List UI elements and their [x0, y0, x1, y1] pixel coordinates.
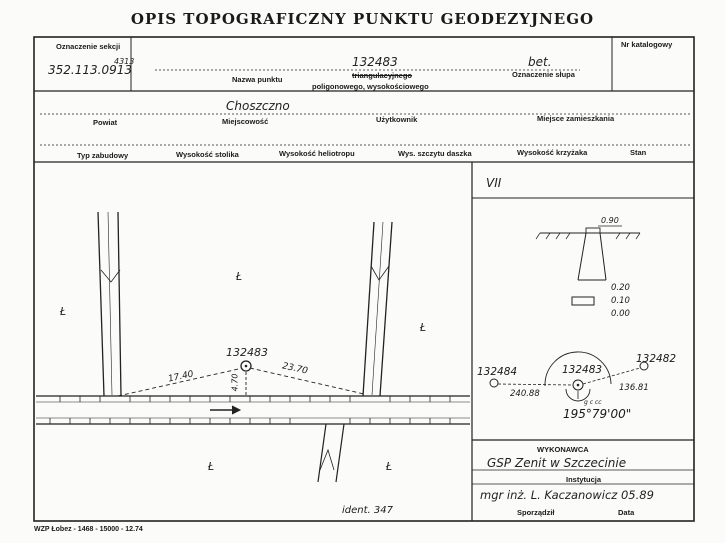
typ-triangulacyjny-struck: triangulacyjnego [352, 71, 413, 80]
slup-value: bet. [528, 55, 552, 69]
wykonawca-value: GSP Zenit w Szczecinie [487, 456, 627, 470]
sketch-point-id: 132483 [226, 346, 268, 359]
data-label: Data [618, 508, 635, 517]
terrain-label-bottom-left: Ł [208, 460, 215, 473]
neighbor-right-id: 132482 [636, 353, 677, 365]
marker-h3: 0.00 [611, 309, 630, 319]
terrain-label-bottom-right: Ł [386, 460, 393, 473]
sketch-dist-vert: 4.70 [230, 373, 240, 392]
sketch-dist-right: 23.70 [281, 361, 309, 377]
zamieszkania-label: Miejsce zamieszkania [537, 114, 615, 123]
stolik-label: Wysokość stolika [176, 150, 239, 159]
sekcja-note: 4313 [114, 57, 135, 66]
terrain-label-left: Ł [60, 305, 67, 318]
print-footer: WZP Łobez - 1468 - 15000 - 12.74 [34, 526, 143, 533]
heliotrop-label: Wysokość heliotropu [279, 149, 355, 158]
stan-label: Stan [630, 148, 647, 157]
marker-h2: 0.10 [611, 296, 630, 306]
terrain-label-top: Ł [236, 270, 243, 283]
neighbor-left-id: 132484 [477, 366, 518, 378]
ident-number: ident. 347 [342, 505, 393, 516]
sketch-dist-left: 17.40 [167, 369, 195, 385]
miejscowosc-value: Choszczno [226, 99, 290, 113]
neighbor-dist-right: 136.81 [619, 383, 649, 393]
krzyzak-label: Wysokość krzyżaka [517, 148, 588, 157]
neighbor-dist-left: 240.88 [510, 389, 540, 399]
uzytkownik-label: Użytkownik [376, 115, 418, 124]
miejscowosc-label: Miejscowość [222, 117, 269, 126]
document-title: OPIS TOPOGRAFICZNY PUNKTU GEODEZYJNEGO [130, 10, 595, 28]
marker-top-dim: 0.90 [601, 216, 619, 225]
point-number-value: 132483 [352, 55, 398, 69]
marker-type: VII [486, 176, 502, 190]
wykonawca-label: WYKONAWCA [537, 445, 589, 454]
typ-zabudowy-label: Typ zabudowy [77, 151, 129, 160]
typ-line2: poligonowego, wysokościowego [312, 82, 429, 91]
sporzadzil-label: Sporządził [517, 508, 555, 517]
sekcja-label: Oznaczenie sekcji [56, 42, 121, 51]
katalog-label: Nr katalogowy [621, 40, 673, 49]
autor-value: mgr inż. L. Kaczanowicz 05.89 [480, 488, 654, 502]
terrain-label-right: Ł [420, 321, 427, 334]
szczyt-label: Wys. szczytu daszka [398, 149, 472, 158]
nazwa-punktu-label: Nazwa punktu [232, 75, 283, 84]
powiat-label: Powiat [93, 118, 118, 127]
neighbor-center-id: 132483 [562, 364, 603, 376]
instytucja-label: Instytucja [566, 475, 602, 484]
sekcja-value: 352.113.0913 [48, 63, 132, 77]
neighbor-angle: 195°79'00" [563, 407, 632, 421]
marker-h1: 0.20 [611, 283, 630, 293]
neighbor-angle-units: g c cc [584, 399, 602, 406]
slup-label: Oznaczenie słupa [512, 70, 575, 79]
